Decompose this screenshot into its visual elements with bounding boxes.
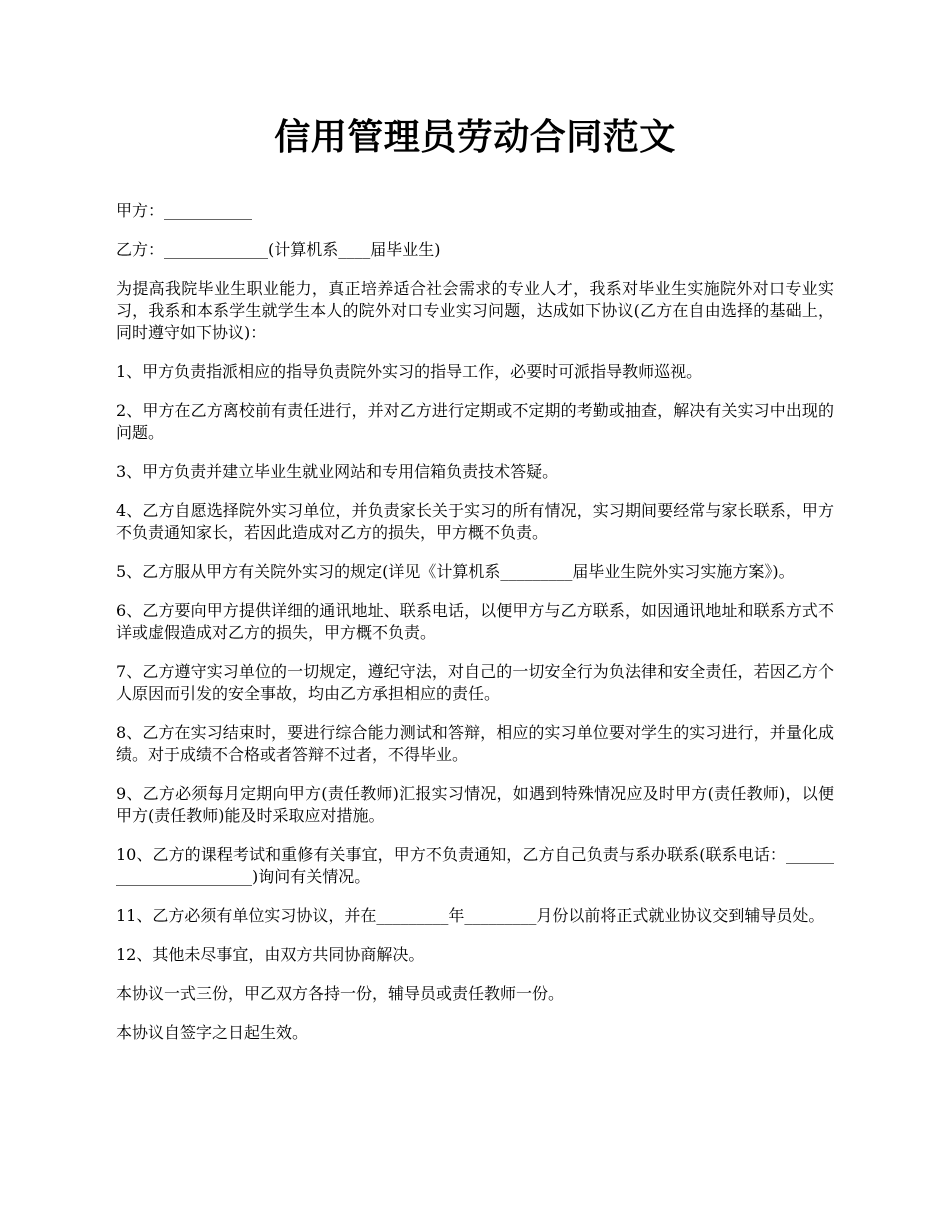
party-b-line: 乙方：_____________(计算机系____届毕业生) bbox=[116, 240, 441, 259]
clause-8: 8、乙方在实习结束时，要进行综合能力测试和答辩，相应的实习单位要对学生的实习进行，并量化成绩。对于成绩不合格或者答辩不过者，不得毕业。 bbox=[116, 723, 834, 764]
clause-7: 7、乙方遵守实习单位的一切规定，遵纪守法，对自己的一切安全行为负法律和安全责任，若因乙方个人原因而引发的安全事故，均由乙方承担相应的责任。 bbox=[116, 662, 834, 703]
preamble-paragraph: 为提高我院毕业生职业能力，真正培养适合社会需求的专业人才，我系对毕业生实施院外对口专业实习，我系和本系学生就学生本人的院外对口专业实习问题，达成如下协议(乙方在自由选择的基础上，同时遵守如下协议)： bbox=[116, 279, 834, 342]
clause-11: 11、乙方必须有单位实习协议，并在_________年_________月份以前将正式就业协议交到辅导员处。 bbox=[116, 906, 825, 925]
clause-2: 2、甲方在乙方离校前有责任进行，并对乙方进行定期或不定期的考勤或抽查，解决有关实习中出现的问题。 bbox=[116, 401, 834, 442]
clause-4: 4、乙方自愿选择院外实习单位，并负责家长关于实习的所有情况，实习期间要经常与家长联系，甲方不负责通知家长，若因此造成对乙方的损失，甲方概不负责。 bbox=[116, 501, 834, 542]
clause-6: 6、乙方要向甲方提供详细的通讯地址、联系电话，以便甲方与乙方联系，如因通讯地址和联系方式不详或虚假造成对乙方的损失，甲方概不负责。 bbox=[116, 601, 834, 642]
document-title: 信用管理员劳动合同范文 bbox=[274, 116, 676, 158]
clause-12: 12、其他未尽事宜，由双方共同协商解决。 bbox=[116, 945, 425, 964]
clause-9: 9、乙方必须每月定期向甲方(责任教师)汇报实习情况，如遇到特殊情况应及时甲方(责任教师)，以便甲方(责任教师)能及时采取应对措施。 bbox=[116, 784, 834, 825]
clause-3: 3、甲方负责并建立毕业生就业网站和专用信箱负责技术答疑。 bbox=[116, 462, 559, 481]
clause-5: 5、乙方服从甲方有关院外实习的规定(详见《计算机系_________届毕业生院外实习实施方案》)。 bbox=[116, 562, 795, 581]
effective-paragraph: 本协议自签字之日起生效。 bbox=[116, 1023, 309, 1042]
clause-1: 1、甲方负责指派相应的指导负责院外实习的指导工作，必要时可派指导教师巡视。 bbox=[116, 362, 703, 381]
party-a-line: 甲方：___________ bbox=[116, 201, 253, 220]
clause-10: 10、乙方的课程考试和重修有关事宜，甲方不负责通知，乙方自己负责与系办联系(联系电话：_______________________)询问有关情况。 bbox=[116, 845, 834, 886]
copies-paragraph: 本协议一式三份，甲乙双方各持一份，辅导员或责任教师一份。 bbox=[116, 984, 565, 1003]
